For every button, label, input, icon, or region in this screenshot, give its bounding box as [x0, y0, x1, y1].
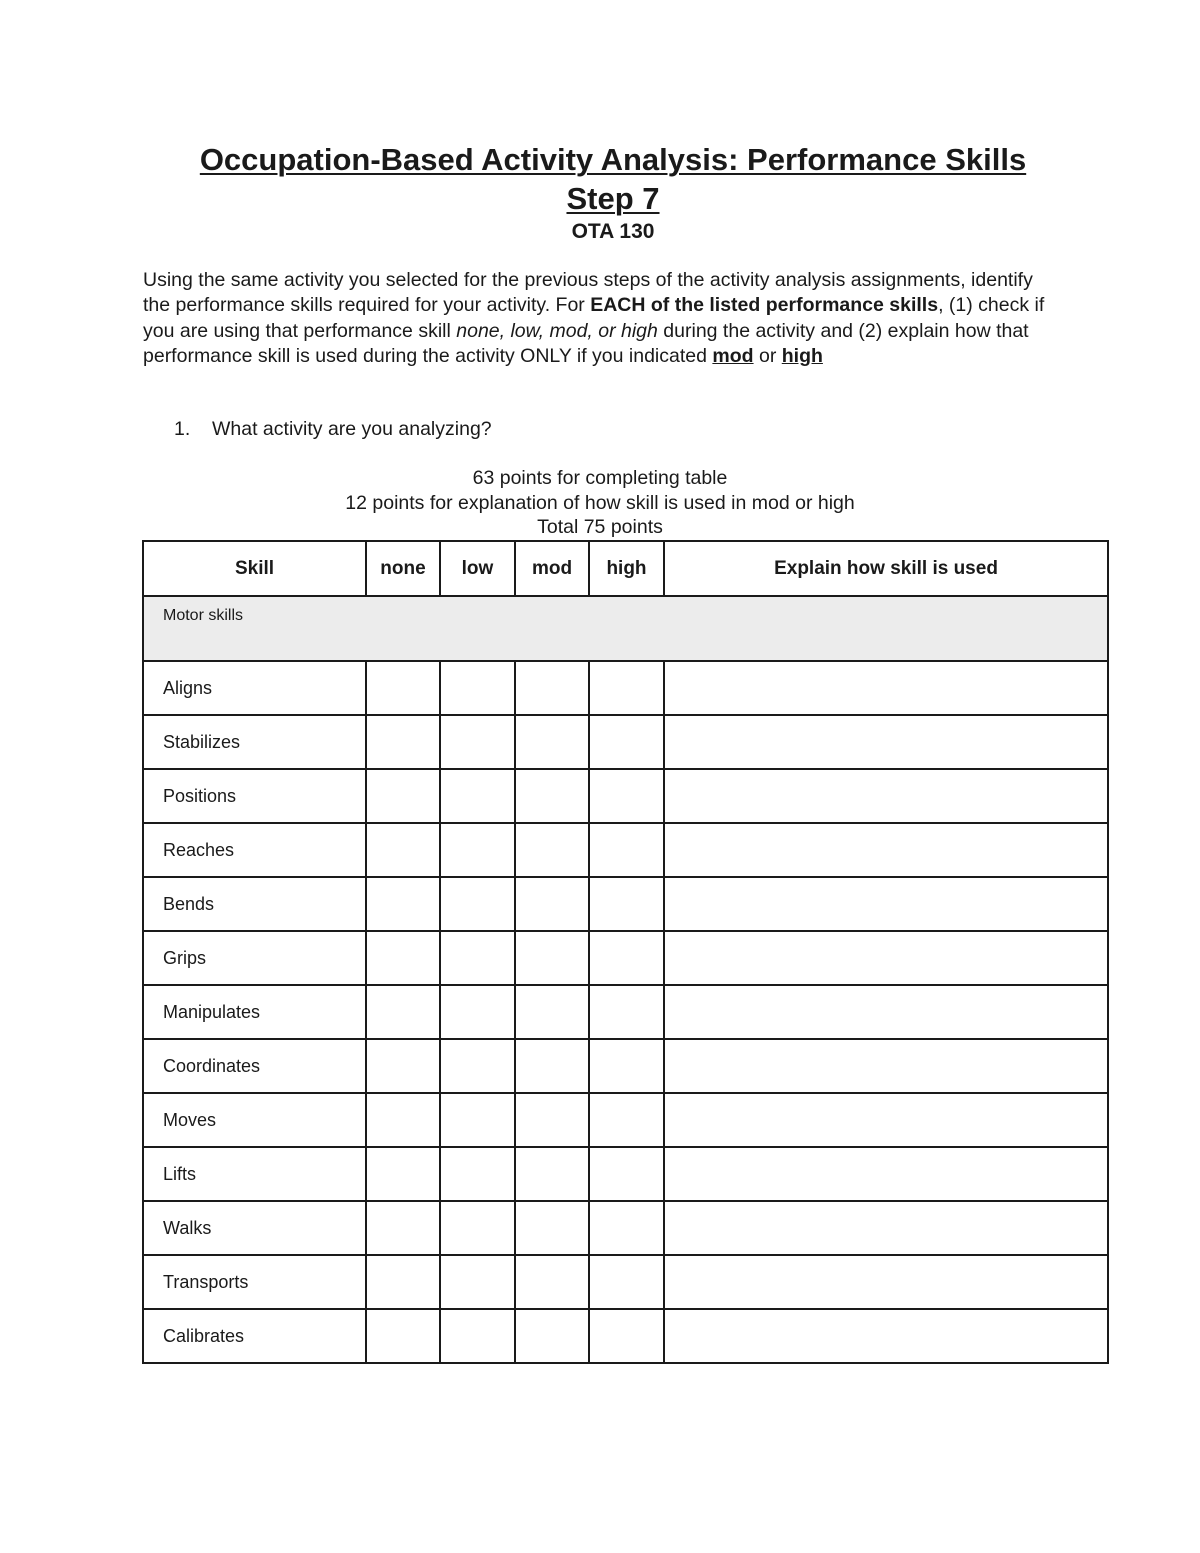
explain-cell[interactable]: [664, 985, 1108, 1039]
skill-name-cell: Manipulates: [143, 985, 366, 1039]
instructions-levels: none, low, mod, or high: [456, 319, 658, 342]
instructions-text-1: Using the same activity you selected for the previous steps of the activity analysis assignments, identify the performance skills required for your activity. For: [143, 269, 1033, 317]
check-cell-mod[interactable]: [515, 931, 589, 985]
check-cell-low[interactable]: [440, 1309, 515, 1363]
check-cell-high[interactable]: [589, 823, 664, 877]
instructions-text-2: , (1) check if you are using that performance skill: [143, 294, 1045, 342]
skill-name-cell: Walks: [143, 1201, 366, 1255]
instructions-emphasis-each: EACH of the listed performance skills: [590, 294, 939, 317]
question-number: 1.: [174, 418, 191, 440]
skill-name-cell: Coordinates: [143, 1039, 366, 1093]
check-cell-none[interactable]: [366, 1093, 440, 1147]
check-cell-none[interactable]: [366, 1147, 440, 1201]
document-title-line1: Occupation-Based Activity Analysis: Performance Skills: [199, 142, 1027, 177]
check-cell-high[interactable]: [589, 1255, 664, 1309]
section-label: Motor skills: [143, 596, 1108, 661]
table-row: [143, 661, 1108, 715]
table-row: [143, 1093, 1108, 1147]
check-cell-high[interactable]: [589, 877, 664, 931]
points-total: Total 75 points: [537, 516, 663, 538]
check-cell-mod[interactable]: [515, 823, 589, 877]
explain-cell[interactable]: [664, 931, 1108, 985]
check-cell-high[interactable]: [589, 769, 664, 823]
check-cell-low[interactable]: [440, 661, 515, 715]
table-row: [143, 985, 1108, 1039]
table-row: [143, 823, 1108, 877]
table-row: [143, 769, 1108, 823]
check-cell-none[interactable]: [366, 985, 440, 1039]
check-cell-high[interactable]: [589, 1147, 664, 1201]
check-cell-mod[interactable]: [515, 1039, 589, 1093]
explain-cell[interactable]: [664, 1147, 1108, 1201]
header-mod: mod: [515, 541, 589, 596]
check-cell-none[interactable]: [366, 715, 440, 769]
skill-name-cell: Moves: [143, 1093, 366, 1147]
question-1: [174, 418, 492, 441]
table-row: [143, 1255, 1108, 1309]
check-cell-high[interactable]: [589, 1093, 664, 1147]
course-code: OTA 130: [571, 220, 655, 243]
check-cell-mod[interactable]: [515, 1255, 589, 1309]
explain-cell[interactable]: [664, 823, 1108, 877]
header-low: low: [440, 541, 515, 596]
check-cell-none[interactable]: [366, 1255, 440, 1309]
header-explain: Explain how skill is used: [664, 541, 1108, 596]
performance-skills-table: [142, 540, 1109, 1364]
explain-cell[interactable]: [664, 877, 1108, 931]
explain-cell[interactable]: [664, 1309, 1108, 1363]
skill-name-cell: Lifts: [143, 1147, 366, 1201]
check-cell-low[interactable]: [440, 715, 515, 769]
check-cell-low[interactable]: [440, 1201, 515, 1255]
explain-cell[interactable]: [664, 661, 1108, 715]
instructions-text-4: or: [753, 344, 782, 367]
check-cell-none[interactable]: [366, 1039, 440, 1093]
skill-name-cell: Positions: [143, 769, 366, 823]
explain-cell[interactable]: [664, 1201, 1108, 1255]
check-cell-mod[interactable]: [515, 1201, 589, 1255]
check-cell-low[interactable]: [440, 1255, 515, 1309]
check-cell-low[interactable]: [440, 1147, 515, 1201]
check-cell-mod[interactable]: [515, 769, 589, 823]
check-cell-high[interactable]: [589, 1201, 664, 1255]
check-cell-mod[interactable]: [515, 877, 589, 931]
check-cell-mod[interactable]: [515, 715, 589, 769]
check-cell-none[interactable]: [366, 1309, 440, 1363]
check-cell-none[interactable]: [366, 661, 440, 715]
check-cell-high[interactable]: [589, 1039, 664, 1093]
check-cell-high[interactable]: [589, 715, 664, 769]
check-cell-mod[interactable]: [515, 1309, 589, 1363]
check-cell-none[interactable]: [366, 931, 440, 985]
explain-cell[interactable]: [664, 1039, 1108, 1093]
check-cell-none[interactable]: [366, 769, 440, 823]
table-row: [143, 931, 1108, 985]
explain-cell[interactable]: [664, 769, 1108, 823]
points-line-2: 12 points for explanation of how skill is used in mod or high: [345, 492, 855, 514]
section-row-motor-skills: [143, 596, 1108, 661]
check-cell-low[interactable]: [440, 1093, 515, 1147]
instructions-high: high: [781, 344, 823, 367]
explain-cell[interactable]: [664, 715, 1108, 769]
check-cell-none[interactable]: [366, 823, 440, 877]
check-cell-high[interactable]: [589, 1309, 664, 1363]
header-high: high: [589, 541, 664, 596]
explain-cell[interactable]: [664, 1093, 1108, 1147]
skill-name-cell: Bends: [143, 877, 366, 931]
check-cell-high[interactable]: [589, 931, 664, 985]
check-cell-high[interactable]: [589, 661, 664, 715]
instructions-paragraph: [143, 268, 1063, 369]
check-cell-low[interactable]: [440, 931, 515, 985]
table-row: [143, 1201, 1108, 1255]
points-line-1: 63 points for completing table: [472, 467, 728, 489]
explain-cell[interactable]: [664, 1255, 1108, 1309]
skill-name-cell: Aligns: [143, 661, 366, 715]
check-cell-mod[interactable]: [515, 985, 589, 1039]
check-cell-none[interactable]: [366, 877, 440, 931]
table-header-row: [143, 541, 1108, 596]
check-cell-low[interactable]: [440, 769, 515, 823]
check-cell-low[interactable]: [440, 823, 515, 877]
question-text: What activity are you analyzing?: [212, 418, 492, 440]
table-row: [143, 1039, 1108, 1093]
skill-name-cell: Transports: [143, 1255, 366, 1309]
header-skill: Skill: [143, 541, 366, 596]
check-cell-mod[interactable]: [515, 661, 589, 715]
table-row: [143, 1147, 1108, 1201]
check-cell-low[interactable]: [440, 985, 515, 1039]
check-cell-mod[interactable]: [515, 1147, 589, 1201]
table-row: [143, 1309, 1108, 1363]
check-cell-mod[interactable]: [515, 1093, 589, 1147]
table-row: [143, 877, 1108, 931]
instructions-mod: mod: [712, 344, 754, 367]
check-cell-none[interactable]: [366, 1201, 440, 1255]
instructions-text-3: during the activity and (2) explain how that performance skill is used during the activity ONLY if you indicated: [143, 319, 1029, 367]
document-title-line2: Step 7: [566, 181, 660, 216]
skill-name-cell: Grips: [143, 931, 366, 985]
skill-name-cell: Calibrates: [143, 1309, 366, 1363]
skill-name-cell: Stabilizes: [143, 715, 366, 769]
check-cell-high[interactable]: [589, 985, 664, 1039]
skill-name-cell: Reaches: [143, 823, 366, 877]
table-row: [143, 715, 1108, 769]
check-cell-low[interactable]: [440, 877, 515, 931]
header-none: none: [366, 541, 440, 596]
check-cell-low[interactable]: [440, 1039, 515, 1093]
